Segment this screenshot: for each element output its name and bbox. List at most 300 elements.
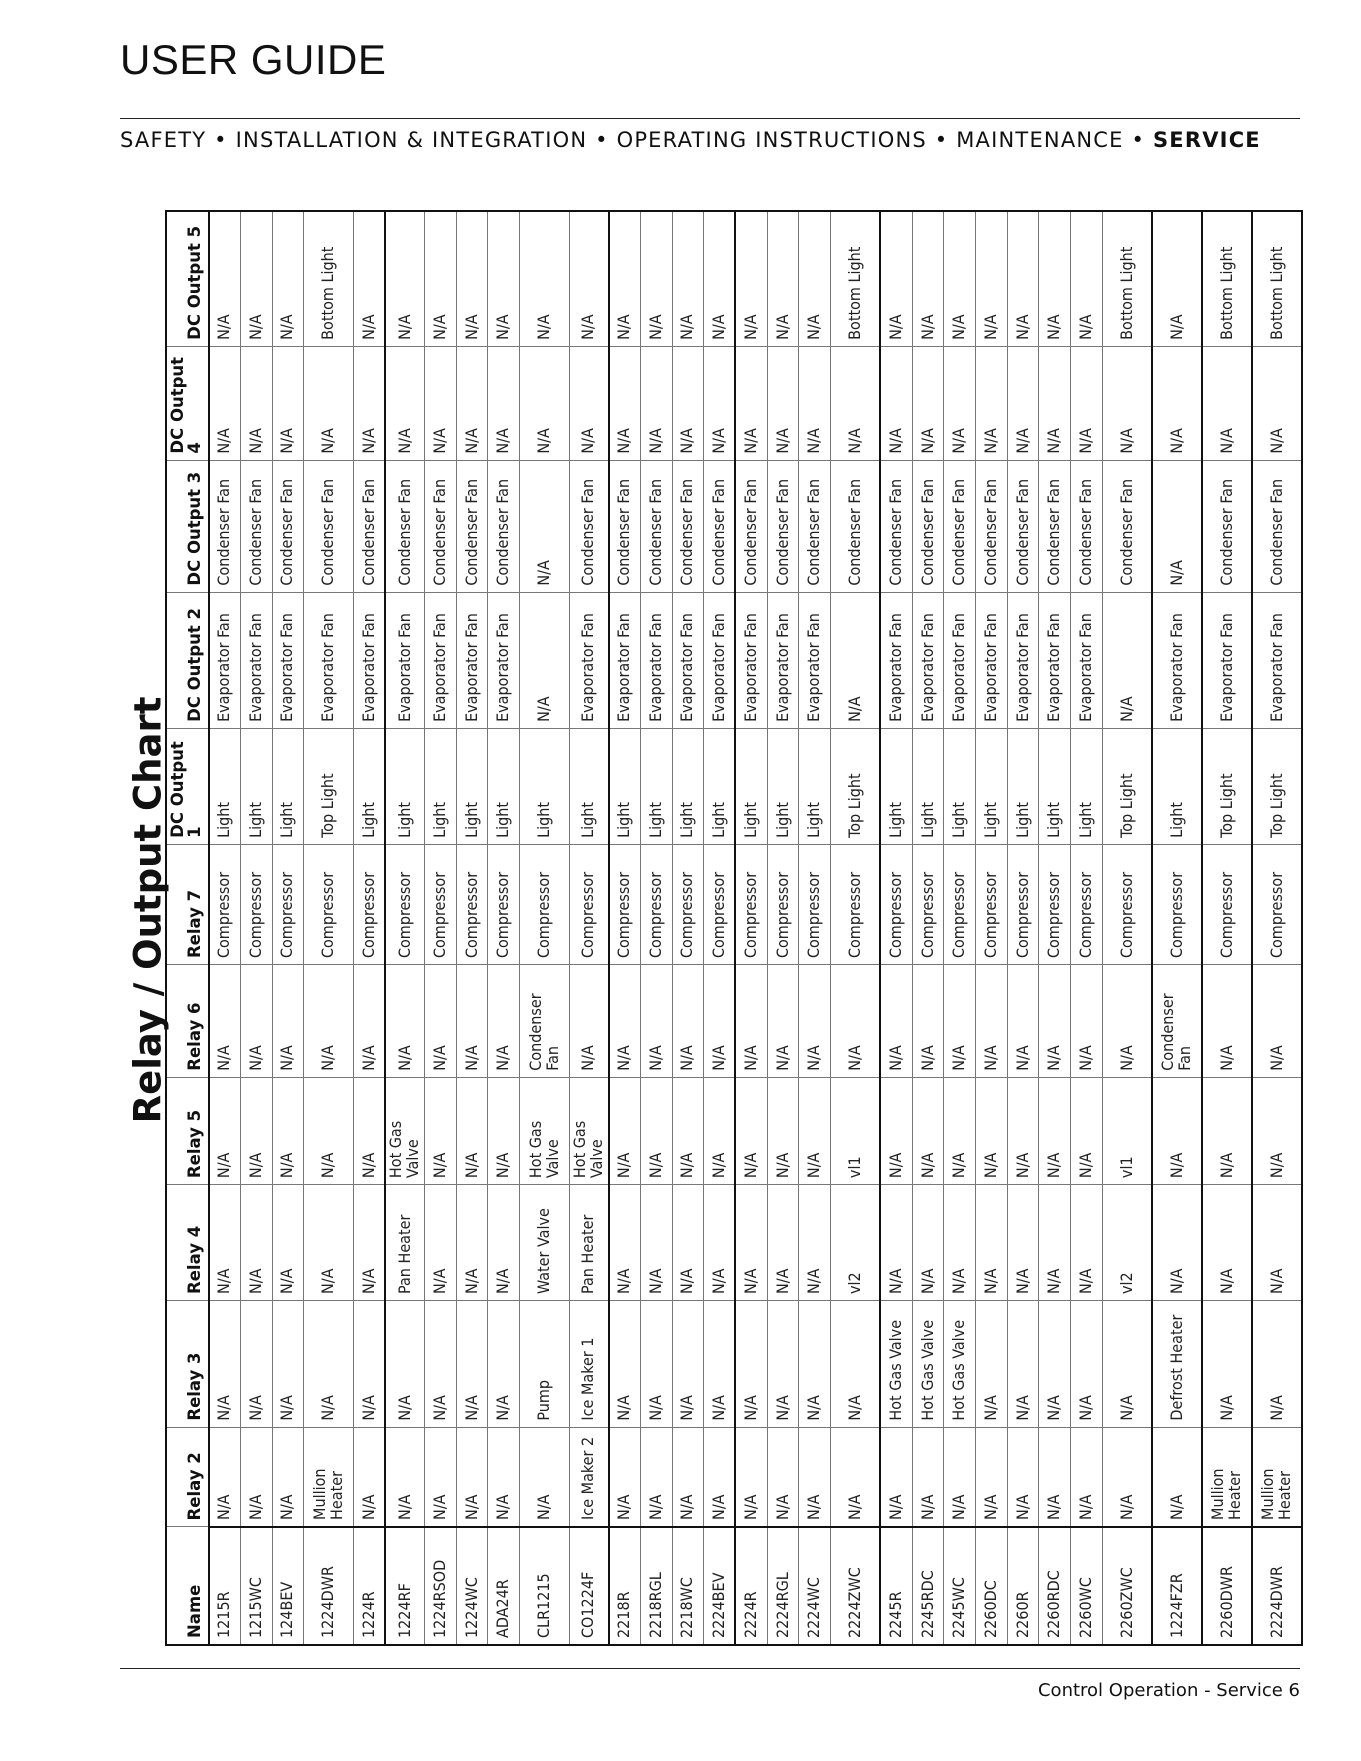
table-row	[1102, 211, 1152, 1645]
table-cell: Hot Gas Valve	[570, 1077, 609, 1184]
model-name-cell: ADA24R	[488, 1527, 520, 1645]
table-row	[735, 211, 767, 1645]
table-cell: Compressor	[385, 844, 424, 964]
table-cell: Light	[570, 728, 609, 844]
table-cell: Light	[456, 728, 488, 844]
table-cell: N/A	[1039, 1077, 1071, 1184]
table-cell: N/A	[1252, 1185, 1302, 1301]
table-cell: Compressor	[1202, 844, 1252, 964]
table-cell: Evaporator Fan	[609, 592, 641, 728]
table-cell: Compressor	[1152, 844, 1202, 964]
table-cell: N/A	[704, 1077, 736, 1184]
table-cell: N/A	[735, 1427, 767, 1527]
table-cell: N/A	[735, 965, 767, 1078]
table-cell: N/A	[1102, 1300, 1152, 1427]
table-cell: N/A	[976, 1077, 1008, 1184]
table-cell: Evaporator Fan	[767, 592, 799, 728]
table-cell: Condenser Fan	[570, 460, 609, 592]
table-cell: Compressor	[1039, 844, 1071, 964]
table-cell: N/A	[354, 211, 386, 346]
table-cell: N/A	[672, 965, 704, 1078]
table-cell: vl2	[1102, 1185, 1152, 1301]
table-cell: N/A	[912, 346, 944, 460]
table-cell: N/A	[304, 346, 354, 460]
table-cell: N/A	[704, 346, 736, 460]
table-cell: N/A	[1039, 1185, 1071, 1301]
table-cell: N/A	[704, 1185, 736, 1301]
table-cell: Evaporator Fan	[1007, 592, 1039, 728]
table-cell: Condenser Fan	[456, 460, 488, 592]
table-row	[304, 211, 354, 1645]
table-cell: Light	[1007, 728, 1039, 844]
table-cell: N/A	[456, 346, 488, 460]
table-cell: Evaporator Fan	[944, 592, 976, 728]
table-cell: Condenser Fan	[385, 460, 424, 592]
table-cell: Condenser Fan	[830, 460, 880, 592]
table-cell: N/A	[799, 1427, 831, 1527]
table-cell: N/A	[944, 1077, 976, 1184]
table-cell: N/A	[424, 211, 456, 346]
table-cell: N/A	[209, 965, 241, 1078]
table-cell: N/A	[456, 1300, 488, 1427]
column-header: Relay 3	[166, 1300, 209, 1427]
table-cell: N/A	[424, 346, 456, 460]
table-cell: N/A	[488, 346, 520, 460]
table-row	[1071, 211, 1103, 1645]
table-cell: Evaporator Fan	[1152, 592, 1202, 728]
table-cell: Condenser Fan	[704, 460, 736, 592]
footer-divider	[120, 1668, 1300, 1669]
table-cell: N/A	[240, 1077, 272, 1184]
section-nav	[120, 128, 1261, 152]
table-cell: Compressor	[1071, 844, 1103, 964]
table-cell: N/A	[488, 1077, 520, 1184]
table-cell: N/A	[944, 1427, 976, 1527]
table-cell: N/A	[1102, 346, 1152, 460]
table-cell: N/A	[830, 1300, 880, 1427]
table-cell: N/A	[1252, 1077, 1302, 1184]
table-cell: N/A	[830, 965, 880, 1078]
table-cell: N/A	[1071, 965, 1103, 1078]
table-cell: Evaporator Fan	[570, 592, 609, 728]
table-cell: N/A	[209, 211, 241, 346]
table-cell: Top Light	[1202, 728, 1252, 844]
table-cell: Condenser Fan	[354, 460, 386, 592]
table-cell: N/A	[456, 1077, 488, 1184]
model-name-cell: 1224R	[354, 1527, 386, 1645]
table-cell: Top Light	[830, 728, 880, 844]
table-cell: N/A	[240, 965, 272, 1078]
model-name-cell: 2224ZWC	[830, 1527, 880, 1645]
table-cell: N/A	[672, 1077, 704, 1184]
table-cell: Evaporator Fan	[209, 592, 241, 728]
table-cell: N/A	[880, 1077, 912, 1184]
table-cell: N/A	[704, 965, 736, 1078]
table-cell: N/A	[488, 211, 520, 346]
table-cell: N/A	[704, 1300, 736, 1427]
table-cell: N/A	[976, 1427, 1008, 1527]
table-cell: Compressor	[640, 844, 672, 964]
table-cell: N/A	[209, 1077, 241, 1184]
table-cell: N/A	[609, 1077, 641, 1184]
model-name-cell: 2260RDC	[1039, 1527, 1071, 1645]
table-cell: Evaporator Fan	[704, 592, 736, 728]
table-cell: N/A	[830, 1427, 880, 1527]
table-row	[424, 211, 456, 1645]
table-row	[1202, 211, 1252, 1645]
table-cell: Evaporator Fan	[1039, 592, 1071, 728]
table-cell: N/A	[520, 460, 570, 592]
table-cell: Evaporator Fan	[354, 592, 386, 728]
table-cell: Light	[672, 728, 704, 844]
table-cell: N/A	[488, 1427, 520, 1527]
table-cell: Compressor	[424, 844, 456, 964]
table-row	[520, 211, 570, 1645]
table-cell: N/A	[912, 965, 944, 1078]
column-header: DC Output 3	[166, 460, 209, 592]
table-cell: Compressor	[1007, 844, 1039, 964]
table-cell: N/A	[1152, 211, 1202, 346]
table-cell: N/A	[880, 1427, 912, 1527]
table-cell: Pan Heater	[385, 1185, 424, 1301]
model-name-cell: CLR1215	[520, 1527, 570, 1645]
table-cell: N/A	[976, 1185, 1008, 1301]
table-cell: Light	[520, 728, 570, 844]
table-cell: Light	[1152, 728, 1202, 844]
table-body	[209, 211, 1303, 1645]
table-cell: Compressor	[704, 844, 736, 964]
table-cell: Condenser Fan	[209, 460, 241, 592]
table-cell: N/A	[240, 1185, 272, 1301]
table-cell: N/A	[304, 1300, 354, 1427]
table-cell: N/A	[272, 211, 304, 346]
table-cell: Compressor	[456, 844, 488, 964]
table-cell: N/A	[640, 1300, 672, 1427]
table-cell: N/A	[456, 211, 488, 346]
table-cell: N/A	[354, 965, 386, 1078]
table-cell: N/A	[944, 1185, 976, 1301]
table-cell: Water Valve	[520, 1185, 570, 1301]
table-cell: N/A	[1152, 346, 1202, 460]
table-cell: N/A	[640, 346, 672, 460]
table-cell: Light	[609, 728, 641, 844]
column-header: DC Output 1	[166, 728, 209, 844]
table-cell: Light	[767, 728, 799, 844]
table-cell: N/A	[1007, 1077, 1039, 1184]
table-row	[456, 211, 488, 1645]
table-cell: Evaporator Fan	[912, 592, 944, 728]
table-cell: N/A	[880, 346, 912, 460]
table-cell: Evaporator Fan	[1202, 592, 1252, 728]
model-name-cell: 1215R	[209, 1527, 241, 1645]
table-cell: Compressor	[944, 844, 976, 964]
table-cell: N/A	[640, 211, 672, 346]
nav-item-service: SERVICE	[1152, 128, 1261, 152]
table-row	[1152, 211, 1202, 1645]
table-cell: N/A	[1202, 1300, 1252, 1427]
table-cell: N/A	[672, 211, 704, 346]
table-cell: N/A	[735, 1300, 767, 1427]
table-row	[240, 211, 272, 1645]
table-cell: N/A	[735, 1077, 767, 1184]
table-row	[830, 211, 880, 1645]
table-cell: N/A	[672, 1185, 704, 1301]
table-cell: N/A	[944, 211, 976, 346]
table-cell: N/A	[1252, 1300, 1302, 1427]
table-cell: Hot Gas Valve	[912, 1300, 944, 1427]
model-name-cell: 2260WC	[1071, 1527, 1103, 1645]
table-cell: Compressor	[520, 844, 570, 964]
table-cell: N/A	[488, 1300, 520, 1427]
table-cell: N/A	[880, 965, 912, 1078]
table-cell: Light	[488, 728, 520, 844]
nav-separator: •	[206, 128, 236, 152]
table-row	[880, 211, 912, 1645]
model-name-cell: 2260DC	[976, 1527, 1008, 1645]
table-cell: Condenser Fan	[880, 460, 912, 592]
table-cell: Evaporator Fan	[799, 592, 831, 728]
table-cell: N/A	[385, 346, 424, 460]
table-row	[767, 211, 799, 1645]
table-row	[272, 211, 304, 1645]
table-row	[570, 211, 609, 1645]
table-cell: N/A	[880, 211, 912, 346]
table-cell: N/A	[456, 1185, 488, 1301]
table-cell: Hot Gas Valve	[880, 1300, 912, 1427]
table-cell: Bottom Light	[304, 211, 354, 346]
table-cell: N/A	[385, 965, 424, 1078]
model-name-cell: 1224RF	[385, 1527, 424, 1645]
table-cell: N/A	[354, 346, 386, 460]
column-header: Name	[166, 1527, 209, 1645]
table-cell: N/A	[1071, 1185, 1103, 1301]
column-header: Relay 7	[166, 844, 209, 964]
table-cell: Ice Maker 2	[570, 1427, 609, 1527]
table-cell: N/A	[209, 1300, 241, 1427]
table-cell: N/A	[488, 965, 520, 1078]
chart-heading-text: Relay / Output Chart	[126, 696, 170, 1124]
table-cell: Mullion Heater	[1202, 1427, 1252, 1527]
table-cell: Compressor	[570, 844, 609, 964]
table-cell: Condenser Fan	[488, 460, 520, 592]
table-cell: N/A	[1202, 346, 1252, 460]
table-cell: Condenser Fan	[1007, 460, 1039, 592]
table-cell: N/A	[456, 965, 488, 1078]
model-name-cell: 2224RGL	[767, 1527, 799, 1645]
table-cell: N/A	[799, 346, 831, 460]
table-cell: N/A	[704, 1427, 736, 1527]
table-cell: Bottom Light	[1202, 211, 1252, 346]
model-name-cell: 2224DWR	[1252, 1527, 1302, 1645]
table-cell: vl2	[830, 1185, 880, 1301]
table-cell: N/A	[354, 1300, 386, 1427]
column-header: Relay 2	[166, 1427, 209, 1527]
table-cell: N/A	[424, 1185, 456, 1301]
table-row	[799, 211, 831, 1645]
table-cell: Compressor	[1252, 844, 1302, 964]
table-cell: N/A	[767, 346, 799, 460]
table-cell: N/A	[672, 346, 704, 460]
table-cell: N/A	[570, 211, 609, 346]
table-cell: Compressor	[912, 844, 944, 964]
model-name-cell: 1215WC	[240, 1527, 272, 1645]
table-cell: N/A	[570, 965, 609, 1078]
table-cell: N/A	[880, 1185, 912, 1301]
column-header: DC Output 4	[166, 346, 209, 460]
model-name-cell: 2260R	[1007, 1527, 1039, 1645]
table-cell: vl1	[830, 1077, 880, 1184]
table-cell: N/A	[304, 965, 354, 1078]
table-cell: N/A	[385, 1427, 424, 1527]
table-cell: Compressor	[880, 844, 912, 964]
table-cell: N/A	[1007, 211, 1039, 346]
table-cell: Condenser Fan	[424, 460, 456, 592]
table-cell: N/A	[385, 1300, 424, 1427]
table-cell: Light	[880, 728, 912, 844]
table-cell: N/A	[1152, 1077, 1202, 1184]
table-cell: N/A	[424, 1300, 456, 1427]
table-cell: Compressor	[672, 844, 704, 964]
table-cell: N/A	[1202, 1077, 1252, 1184]
table-cell: N/A	[767, 965, 799, 1078]
relay-output-table	[165, 210, 1303, 1646]
table-cell: Top Light	[1102, 728, 1152, 844]
table-cell: N/A	[1007, 1185, 1039, 1301]
model-name-cell: 2224R	[735, 1527, 767, 1645]
table-cell: Defrost Heater	[1152, 1300, 1202, 1427]
table-cell: Light	[944, 728, 976, 844]
table-cell: N/A	[1071, 211, 1103, 346]
table-cell: Light	[704, 728, 736, 844]
table-cell: Bottom Light	[830, 211, 880, 346]
table-cell: N/A	[1071, 1300, 1103, 1427]
table-cell: Compressor	[488, 844, 520, 964]
table-cell: N/A	[672, 1427, 704, 1527]
table-cell: N/A	[520, 211, 570, 346]
table-cell: N/A	[240, 1300, 272, 1427]
table-cell: N/A	[640, 1427, 672, 1527]
table-cell: N/A	[976, 1300, 1008, 1427]
table-cell: N/A	[272, 965, 304, 1078]
table-cell: N/A	[209, 346, 241, 460]
table-cell: Compressor	[1102, 844, 1152, 964]
table-row	[488, 211, 520, 1645]
table-cell: Evaporator Fan	[1252, 592, 1302, 728]
table-cell: Condenser Fan	[1152, 965, 1202, 1078]
nav-separator: •	[926, 128, 957, 152]
table-cell: N/A	[1007, 1300, 1039, 1427]
header-divider	[120, 118, 1300, 119]
table-cell: Condenser Fan	[767, 460, 799, 592]
table-cell: N/A	[385, 211, 424, 346]
table-cell: Condenser Fan	[735, 460, 767, 592]
model-name-cell: 2218WC	[672, 1527, 704, 1645]
model-name-cell: 2218R	[609, 1527, 641, 1645]
table-cell: N/A	[354, 1427, 386, 1527]
table-cell: Evaporator Fan	[304, 592, 354, 728]
table-cell: N/A	[976, 346, 1008, 460]
table-cell: N/A	[209, 1185, 241, 1301]
model-name-cell: 2218RGL	[640, 1527, 672, 1645]
table-cell: N/A	[304, 1077, 354, 1184]
table-cell: Mullion Heater	[1252, 1427, 1302, 1527]
table-cell: Light	[1071, 728, 1103, 844]
nav-item-operating-instructions: OPERATING INSTRUCTIONS	[616, 128, 927, 152]
table-cell: N/A	[1202, 965, 1252, 1078]
table-header-row	[166, 211, 209, 1645]
table-cell: N/A	[272, 346, 304, 460]
table-cell: N/A	[767, 1185, 799, 1301]
table-cell: Pan Heater	[570, 1185, 609, 1301]
table-cell: Mullion Heater	[304, 1427, 354, 1527]
table-cell: N/A	[424, 1427, 456, 1527]
table-row	[976, 211, 1008, 1645]
table-cell: Evaporator Fan	[1071, 592, 1103, 728]
table-cell: Compressor	[609, 844, 641, 964]
table-cell: N/A	[799, 211, 831, 346]
table-cell: Compressor	[830, 844, 880, 964]
table-cell: N/A	[1102, 1427, 1152, 1527]
model-name-cell: 124BEV	[272, 1527, 304, 1645]
table-row	[912, 211, 944, 1645]
table-cell: N/A	[1039, 211, 1071, 346]
table-cell: Condenser Fan	[1102, 460, 1152, 592]
table-cell: Top Light	[1252, 728, 1302, 844]
nav-item-installation-integration: INSTALLATION & INTEGRATION	[235, 128, 588, 152]
model-name-cell: CO1224F	[570, 1527, 609, 1645]
table-cell: Condenser Fan	[799, 460, 831, 592]
table-cell: Light	[272, 728, 304, 844]
table-cell: N/A	[976, 211, 1008, 346]
table-cell: Light	[640, 728, 672, 844]
table-cell: N/A	[1071, 346, 1103, 460]
table-cell: N/A	[424, 1077, 456, 1184]
table-cell: N/A	[640, 1077, 672, 1184]
table-row	[1252, 211, 1302, 1645]
column-header: DC Output 2	[166, 592, 209, 728]
table-cell: Condenser Fan	[1071, 460, 1103, 592]
table-cell: N/A	[1007, 1427, 1039, 1527]
table-cell: N/A	[1039, 1427, 1071, 1527]
table-cell: Condenser Fan	[240, 460, 272, 592]
table-cell: Light	[1039, 728, 1071, 844]
table-cell: N/A	[354, 1077, 386, 1184]
table-cell: N/A	[570, 346, 609, 460]
table-cell: Condenser Fan	[272, 460, 304, 592]
table-cell: Condenser Fan	[1202, 460, 1252, 592]
table-cell: N/A	[1102, 965, 1152, 1078]
nav-separator: •	[587, 128, 617, 152]
table-cell: N/A	[609, 346, 641, 460]
table-cell: Bottom Light	[1102, 211, 1152, 346]
table-cell: N/A	[272, 1427, 304, 1527]
table-cell: Compressor	[735, 844, 767, 964]
column-header: DC Output 5	[166, 211, 209, 346]
table-cell: Top Light	[304, 728, 354, 844]
table-cell: N/A	[272, 1077, 304, 1184]
table-cell: N/A	[799, 965, 831, 1078]
table-row	[1007, 211, 1039, 1645]
table-cell: Compressor	[272, 844, 304, 964]
table-cell: Compressor	[799, 844, 831, 964]
table-cell: N/A	[912, 1077, 944, 1184]
table-cell: Evaporator Fan	[880, 592, 912, 728]
table-cell: N/A	[609, 1185, 641, 1301]
table-cell: N/A	[272, 1185, 304, 1301]
table-cell: Compressor	[354, 844, 386, 964]
table-cell: Condenser Fan	[520, 965, 570, 1078]
table-cell: N/A	[1202, 1185, 1252, 1301]
